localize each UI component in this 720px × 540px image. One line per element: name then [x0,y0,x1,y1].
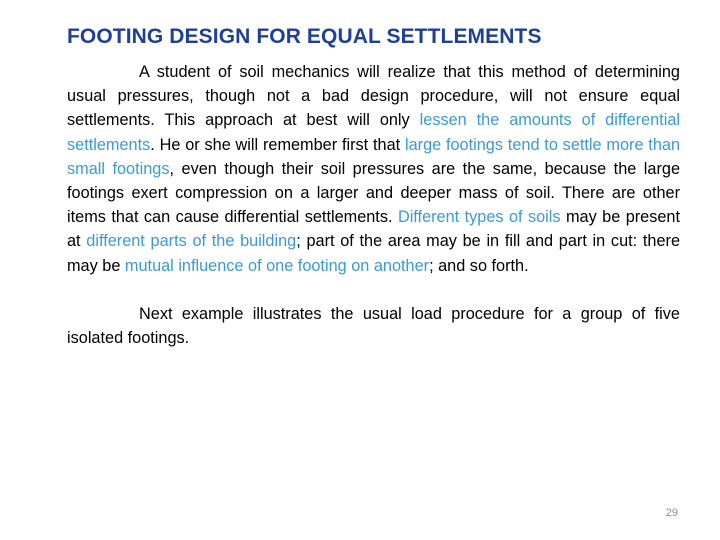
highlight-building-parts: different parts of the building [86,232,297,251]
page-number: 29 [665,507,678,519]
highlight-mutual-influence: mutual influence of one footing on another [124,256,430,275]
highlight-soil-types: Different types of soils [397,208,561,227]
paragraph-settlements [67,60,680,278]
paragraph-text: may be present at [67,208,680,251]
slide-title: FOOTING DESIGN FOR EQUAL SETTLEMENTS [67,25,542,48]
paragraph-text: ; and so forth. [429,256,529,275]
highlight-differential-settlements: lessen the amounts of differential settlements [67,111,681,154]
highlight-large-footings: large footings tend to settle more than small footings [67,135,680,178]
paragraph-text: A student of soil mechanics will realize that this method of determining usual pressures, though not a bad design procedure, will not ensure equal settlements. This approach at best will only [67,63,680,130]
slide-body [67,60,680,350]
paragraph-text: . He or she will remember first that [150,135,405,154]
paragraph-text: , even though their soil pressures are the same, because the large footings exert compression on a larger and deeper mass of soil. There are other items that can cause differential settlements. [67,159,680,227]
paragraph-next-example: Next example illustrates the usual load procedure for a group of five isolated footings. [67,304,680,348]
paragraph-text: ; part of the area may be in fill and part in cut: there may be [67,232,680,275]
